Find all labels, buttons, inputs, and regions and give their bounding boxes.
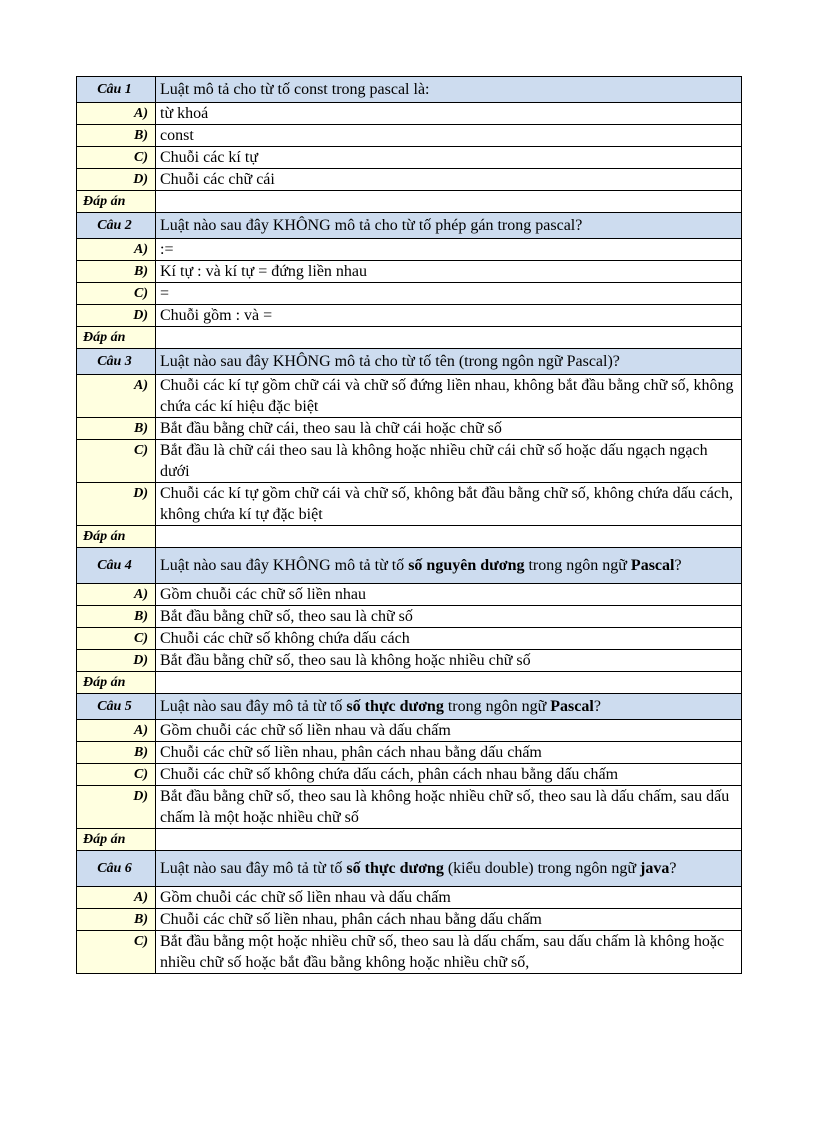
answer-field[interactable] — [156, 191, 742, 213]
question-stem-segment: ? — [674, 557, 682, 574]
option-text: Bắt đầu bằng chữ cái, theo sau là chữ cái hoặc chữ số — [156, 418, 742, 440]
answer-field[interactable] — [156, 327, 742, 349]
option-row-a[interactable] — [77, 887, 742, 909]
question-stem-segment: trong ngôn ngữ — [524, 557, 631, 574]
option-key: C) — [77, 147, 156, 169]
option-row-c[interactable] — [77, 147, 742, 169]
question-stem-segment: Luật nào sau đây mô tả từ tố — [160, 860, 347, 877]
answer-row — [77, 327, 742, 349]
option-text: Chuỗi các chữ số không chứa dấu cách, phân cách nhau bằng dấu chấm — [156, 764, 742, 786]
answer-label: Đáp án — [77, 829, 156, 851]
option-key: B) — [77, 606, 156, 628]
option-key: D) — [77, 169, 156, 191]
option-key: A) — [77, 584, 156, 606]
option-row-a[interactable] — [77, 239, 742, 261]
question-stem-segment: trong ngôn ngữ — [443, 698, 551, 715]
option-key: D) — [77, 650, 156, 672]
option-row-c[interactable] — [77, 931, 742, 974]
quiz-table-body — [77, 77, 742, 974]
question-stem-segment: Pascal — [630, 557, 675, 574]
answer-row — [77, 829, 742, 851]
option-key: C) — [77, 764, 156, 786]
question-number: Câu 4 — [77, 548, 156, 584]
option-row-b[interactable] — [77, 742, 742, 764]
option-text: Bắt đầu là chữ cái theo sau là không hoặc nhiều chữ cái chữ số hoặc dấu ngạch ngạch dưới — [156, 440, 742, 483]
question-stem-segment: Pascal — [550, 698, 594, 715]
option-key: D) — [77, 483, 156, 526]
option-row-a[interactable] — [77, 375, 742, 418]
option-key: B) — [77, 261, 156, 283]
option-key: B) — [77, 909, 156, 931]
option-text: Chuỗi các chữ số không chứa dấu cách — [156, 628, 742, 650]
question-stem-segment: (kiểu double) trong ngôn ngữ — [443, 860, 641, 877]
option-text: const — [156, 125, 742, 147]
option-text: Chuỗi các chữ số liền nhau, phân cách nhau bằng dấu chấm — [156, 742, 742, 764]
option-key: D) — [77, 305, 156, 327]
option-text: Bắt đầu bằng chữ số, theo sau là chữ số — [156, 606, 742, 628]
option-row-b[interactable] — [77, 125, 742, 147]
question-stem-segment: Luật nào sau đây KHÔNG mô tả cho từ tố tên (trong ngôn ngữ Pascal)? — [160, 353, 620, 370]
option-text: Chuỗi các chữ cái — [156, 169, 742, 191]
answer-label: Đáp án — [77, 327, 156, 349]
option-text: Gồm chuỗi các chữ số liền nhau — [156, 584, 742, 606]
option-key: C) — [77, 440, 156, 483]
question-stem-segment: Luật nào sau đây mô tả từ tố — [160, 698, 347, 715]
option-key: B) — [77, 418, 156, 440]
question-stem-segment: Luật nào sau đây KHÔNG mô tả cho từ tố phép gán trong pascal? — [160, 217, 583, 234]
question-stem — [156, 349, 742, 375]
option-row-c[interactable] — [77, 283, 742, 305]
option-row-d[interactable] — [77, 169, 742, 191]
option-text: Chuỗi gồm : và = — [156, 305, 742, 327]
question-number: Câu 1 — [77, 77, 156, 103]
question-row — [77, 694, 742, 720]
option-key: A) — [77, 375, 156, 418]
option-text: Gồm chuỗi các chữ số liền nhau và dấu chấm — [156, 887, 742, 909]
question-stem — [156, 548, 742, 584]
option-key: A) — [77, 103, 156, 125]
option-key: B) — [77, 742, 156, 764]
answer-label: Đáp án — [77, 672, 156, 694]
question-stem-segment: số thực dương — [346, 698, 444, 715]
option-text: Kí tự : và kí tự = đứng liền nhau — [156, 261, 742, 283]
option-row-c[interactable] — [77, 764, 742, 786]
option-row-c[interactable] — [77, 440, 742, 483]
question-row — [77, 851, 742, 887]
question-number: Câu 5 — [77, 694, 156, 720]
option-text: := — [156, 239, 742, 261]
option-key: C) — [77, 283, 156, 305]
quiz-table — [76, 76, 742, 974]
option-text: Chuỗi các kí tự — [156, 147, 742, 169]
question-stem-segment: Luật mô tả cho từ tố const trong pascal là: — [160, 81, 430, 98]
option-row-d[interactable] — [77, 305, 742, 327]
option-key: C) — [77, 931, 156, 974]
option-key: B) — [77, 125, 156, 147]
question-stem-segment: số nguyên dương — [408, 557, 525, 574]
question-number: Câu 6 — [77, 851, 156, 887]
question-stem-segment: Luật nào sau đây KHÔNG mô tả từ tố — [160, 557, 409, 574]
answer-row — [77, 526, 742, 548]
question-row — [77, 349, 742, 375]
question-number: Câu 2 — [77, 213, 156, 239]
question-stem-segment: java — [640, 860, 670, 877]
option-text: Gồm chuỗi các chữ số liền nhau và dấu chấm — [156, 720, 742, 742]
option-text: Chuỗi các chữ số liền nhau, phân cách nhau bằng dấu chấm — [156, 909, 742, 931]
option-text: Chuỗi các kí tự gồm chữ cái và chữ số, không bắt đầu bằng chữ số, không chứa dấu cách, không chứa kí tự đặc biệt — [156, 483, 742, 526]
question-stem — [156, 77, 742, 103]
option-text: Bắt đầu bằng chữ số, theo sau là không hoặc nhiều chữ số — [156, 650, 742, 672]
option-row-b[interactable] — [77, 418, 742, 440]
answer-field[interactable] — [156, 526, 742, 548]
option-row-a[interactable] — [77, 720, 742, 742]
answer-row — [77, 191, 742, 213]
answer-label: Đáp án — [77, 526, 156, 548]
question-number: Câu 3 — [77, 349, 156, 375]
option-row-b[interactable] — [77, 606, 742, 628]
option-row-b[interactable] — [77, 261, 742, 283]
option-text: Bắt đầu bằng chữ số, theo sau là không hoặc nhiều chữ số, theo sau là dấu chấm, sau dấu chấm là một hoặc nhiều chữ số — [156, 786, 742, 829]
question-stem-segment: ? — [669, 860, 677, 877]
option-row-d[interactable] — [77, 650, 742, 672]
option-key: A) — [77, 887, 156, 909]
option-key: C) — [77, 628, 156, 650]
question-row — [77, 548, 742, 584]
question-row — [77, 213, 742, 239]
question-stem — [156, 694, 742, 720]
option-row-a[interactable] — [77, 103, 742, 125]
answer-label: Đáp án — [77, 191, 156, 213]
question-stem-segment: số thực dương — [346, 860, 444, 877]
option-row-c[interactable] — [77, 628, 742, 650]
option-key: A) — [77, 720, 156, 742]
answer-field[interactable] — [156, 829, 742, 851]
option-row-d[interactable] — [77, 483, 742, 526]
option-row-a[interactable] — [77, 584, 742, 606]
quiz-sheet — [76, 76, 742, 974]
answer-field[interactable] — [156, 672, 742, 694]
question-stem-segment: ? — [593, 698, 601, 715]
question-stem — [156, 851, 742, 887]
option-key: A) — [77, 239, 156, 261]
option-text: Bắt đầu bằng một hoặc nhiều chữ số, theo sau là dấu chấm, sau dấu chấm là không hoặc nhiều chữ số hoặc bắt đầu bằng không hoặc nhiều chữ số, — [156, 931, 742, 974]
question-row — [77, 77, 742, 103]
question-stem — [156, 213, 742, 239]
option-row-b[interactable] — [77, 909, 742, 931]
option-text: = — [156, 283, 742, 305]
answer-row — [77, 672, 742, 694]
option-text: Chuỗi các kí tự gồm chữ cái và chữ số đứng liền nhau, không bắt đầu bằng chữ số, không chứa các kí hiệu đặc biệt — [156, 375, 742, 418]
option-text: từ khoá — [156, 103, 742, 125]
option-row-d[interactable] — [77, 786, 742, 829]
option-key: D) — [77, 786, 156, 829]
